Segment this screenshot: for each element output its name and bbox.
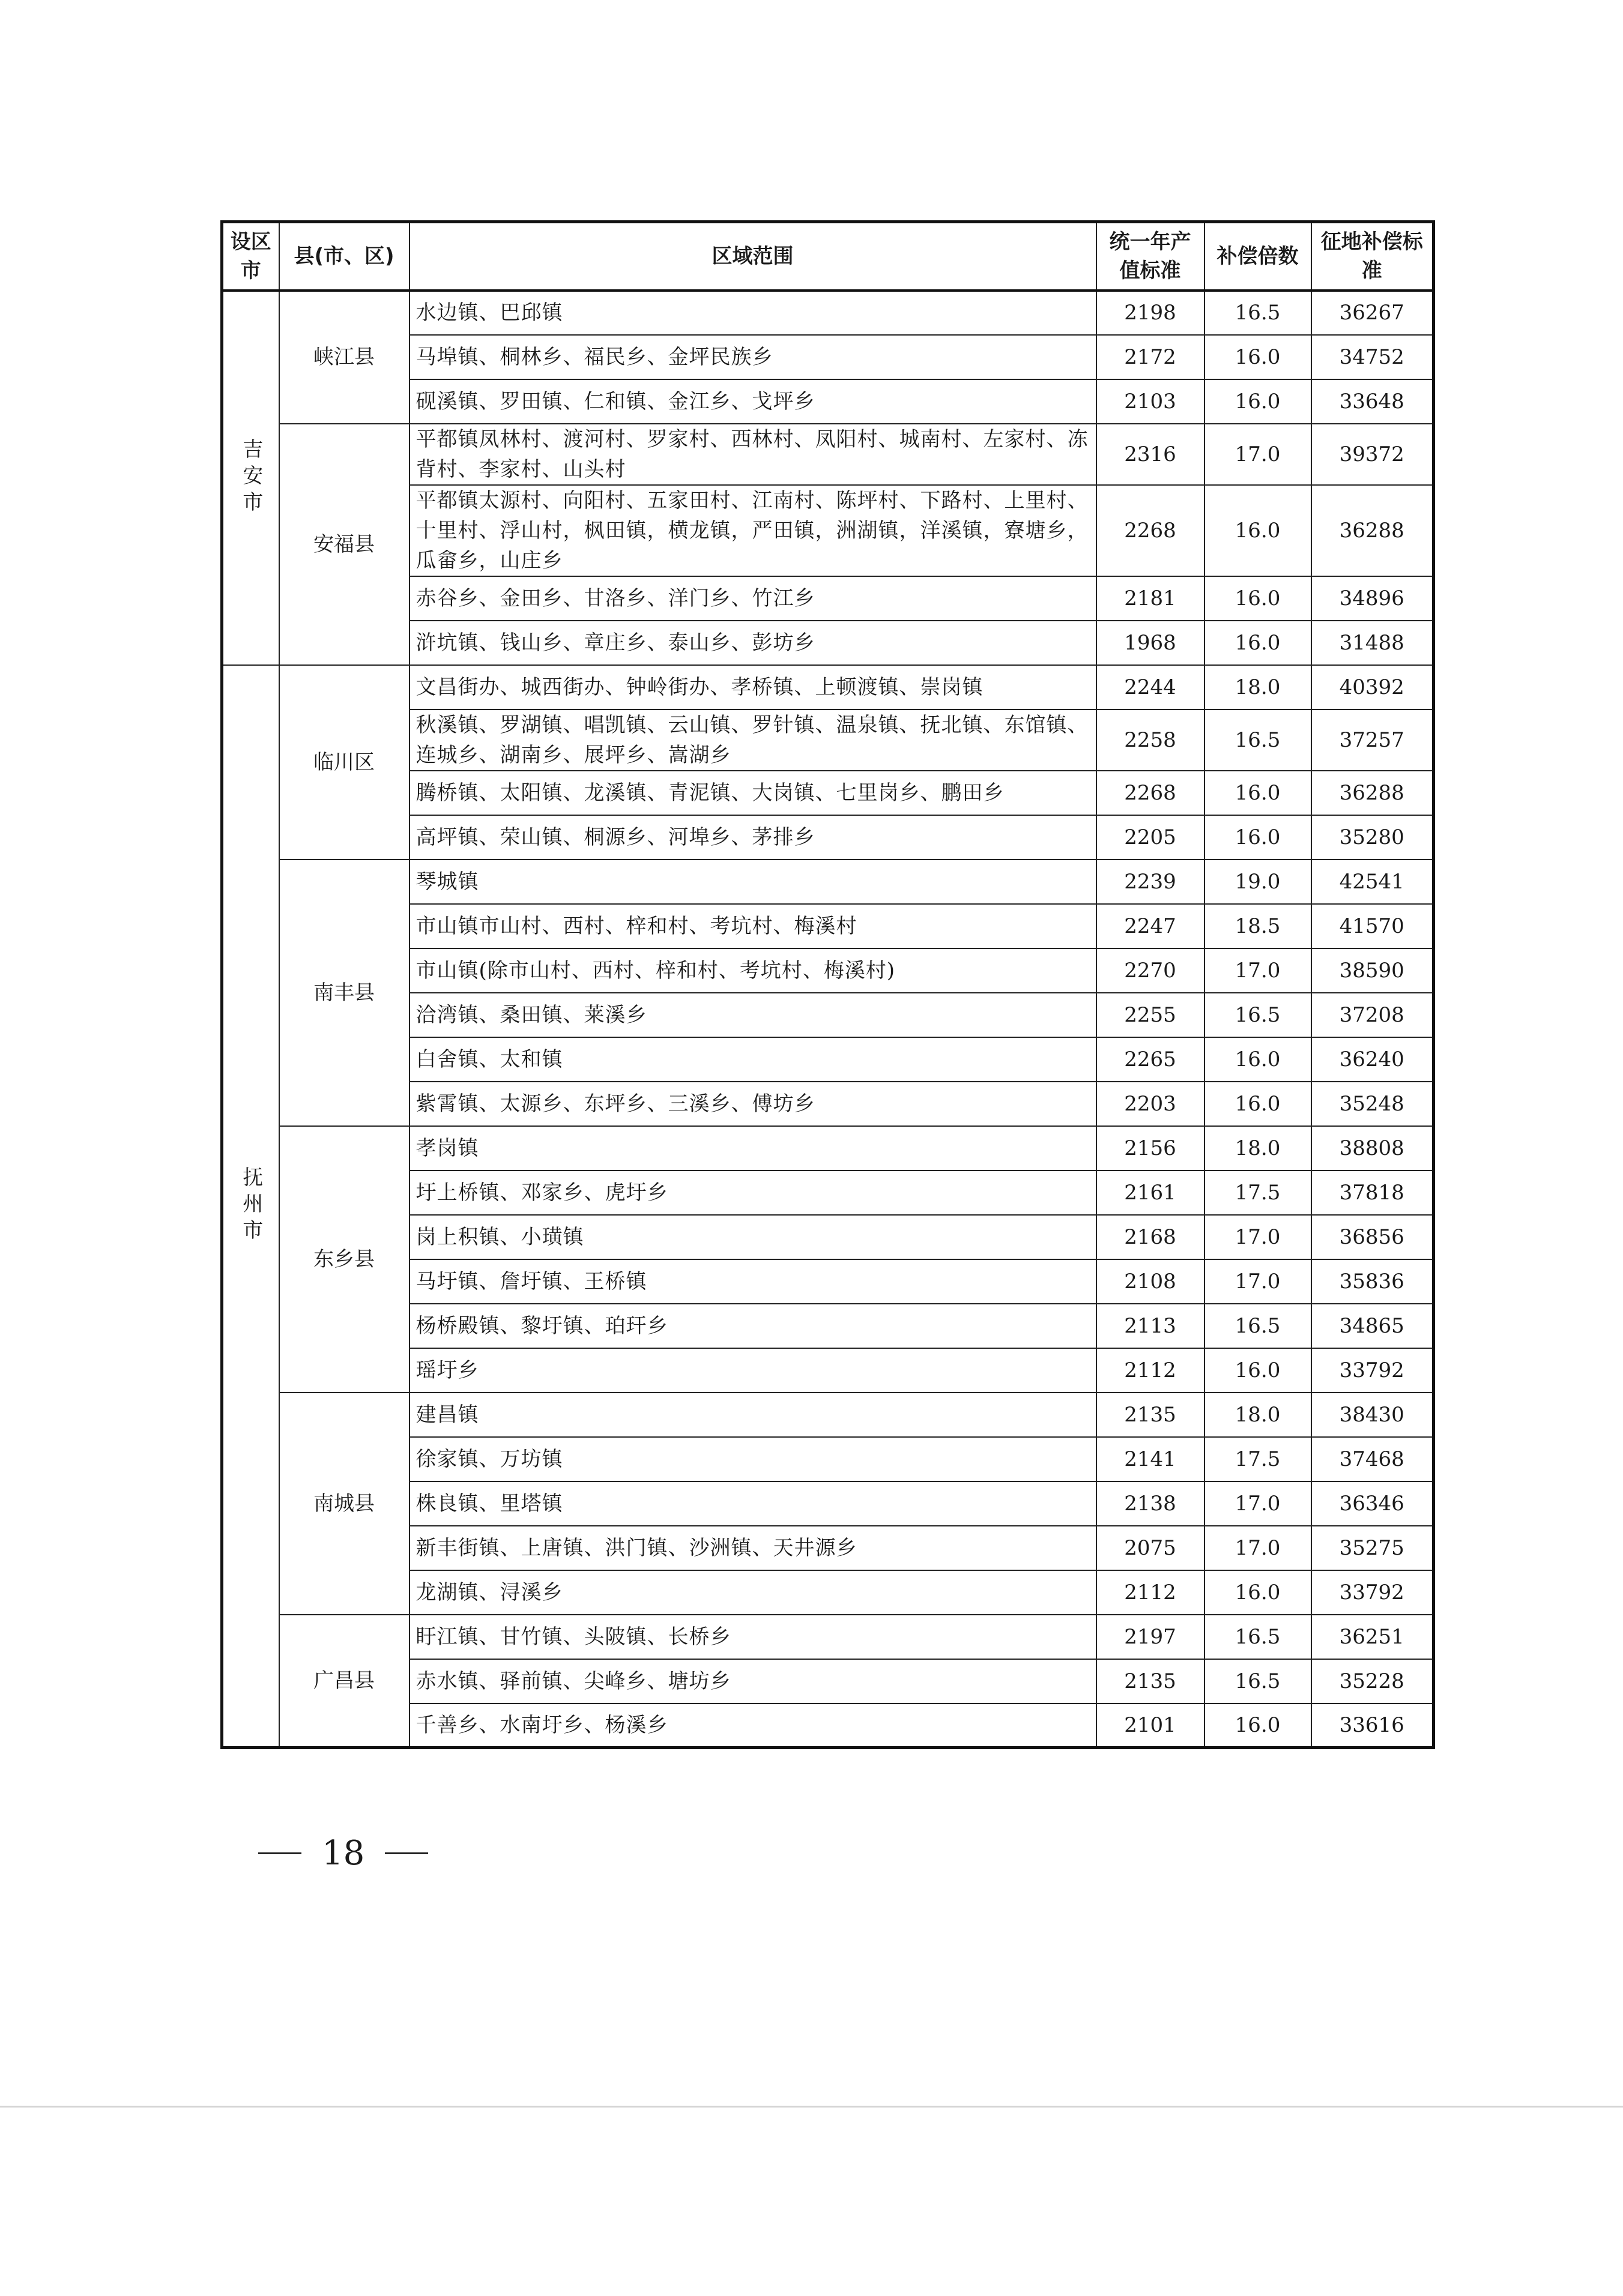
multiple-cell: 16.0 — [1204, 335, 1311, 379]
standard-cell: 34865 — [1311, 1304, 1434, 1348]
county-cell: 南城县 — [279, 1393, 410, 1615]
area-cell: 圩上桥镇、邓家乡、虎圩乡 — [410, 1171, 1096, 1215]
value-cell: 2168 — [1096, 1215, 1204, 1259]
value-cell: 2203 — [1096, 1082, 1204, 1126]
table-header-row — [222, 222, 1434, 291]
value-cell: 2108 — [1096, 1259, 1204, 1304]
area-cell: 杨桥殿镇、黎圩镇、珀玕乡 — [410, 1304, 1096, 1348]
value-cell: 2244 — [1096, 665, 1204, 710]
value-cell: 2205 — [1096, 815, 1204, 860]
standard-cell: 33648 — [1311, 379, 1434, 424]
area-cell: 市山镇市山村、西村、梓和村、考坑村、梅溪村 — [410, 904, 1096, 948]
area-cell: 赤谷乡、金田乡、甘洛乡、洋门乡、竹江乡 — [410, 576, 1096, 621]
area-cell: 紫霄镇、太源乡、东坪乡、三溪乡、傅坊乡 — [410, 1082, 1096, 1126]
value-cell: 2197 — [1096, 1615, 1204, 1659]
value-cell: 2101 — [1096, 1704, 1204, 1748]
standard-cell: 36251 — [1311, 1615, 1434, 1659]
multiple-cell: 19.0 — [1204, 860, 1311, 904]
table-row — [222, 665, 1434, 710]
value-cell: 2113 — [1096, 1304, 1204, 1348]
county-cell: 广昌县 — [279, 1615, 410, 1748]
multiple-cell: 16.0 — [1204, 621, 1311, 665]
area-cell: 高坪镇、荣山镇、桐源乡、河埠乡、茅排乡 — [410, 815, 1096, 860]
value-cell: 2255 — [1096, 993, 1204, 1037]
area-cell: 水边镇、巴邱镇 — [410, 291, 1096, 335]
area-cell: 平都镇太源村、向阳村、五家田村、江南村、陈坪村、下路村、上里村、十里村、浮山村，枫田镇，横龙镇，严田镇，洲湖镇，洋溪镇，寮塘乡，瓜畲乡，山庄乡 — [410, 485, 1096, 576]
compensation-table — [220, 220, 1435, 1749]
multiple-cell: 16.0 — [1204, 771, 1311, 815]
area-cell: 株良镇、里塔镇 — [410, 1481, 1096, 1526]
area-cell: 文昌街办、城西街办、钟岭街办、孝桥镇、上顿渡镇、崇岗镇 — [410, 665, 1096, 710]
table-row — [222, 424, 1434, 485]
scan-edge-line — [0, 2106, 1623, 2108]
area-cell: 徐家镇、万坊镇 — [410, 1437, 1096, 1481]
area-cell: 白舍镇、太和镇 — [410, 1037, 1096, 1082]
standard-cell: 34896 — [1311, 576, 1434, 621]
multiple-cell: 18.0 — [1204, 665, 1311, 710]
area-cell: 砚溪镇、罗田镇、仁和镇、金江乡、戈坪乡 — [410, 379, 1096, 424]
table-row — [222, 1393, 1434, 1437]
standard-cell: 36856 — [1311, 1215, 1434, 1259]
header-county: 县(市、区) — [279, 222, 410, 291]
value-cell: 2316 — [1096, 424, 1204, 485]
multiple-cell: 16.0 — [1204, 1570, 1311, 1615]
multiple-cell: 16.0 — [1204, 485, 1311, 576]
value-cell: 2141 — [1096, 1437, 1204, 1481]
multiple-cell: 18.0 — [1204, 1126, 1311, 1171]
multiple-cell: 16.5 — [1204, 1615, 1311, 1659]
standard-cell: 35275 — [1311, 1526, 1434, 1570]
area-cell: 秋溪镇、罗湖镇、唱凯镇、云山镇、罗针镇、温泉镇、抚北镇、东馆镇、连城乡、湖南乡、展坪乡、嵩湖乡 — [410, 710, 1096, 771]
standard-cell: 39372 — [1311, 424, 1434, 485]
county-cell: 南丰县 — [279, 860, 410, 1126]
area-cell: 腾桥镇、太阳镇、龙溪镇、青泥镇、大岗镇、七里岗乡、鹏田乡 — [410, 771, 1096, 815]
value-cell: 2265 — [1096, 1037, 1204, 1082]
page-number-text: 18 — [322, 1834, 365, 1873]
area-cell: 建昌镇 — [410, 1393, 1096, 1437]
multiple-cell: 16.0 — [1204, 1082, 1311, 1126]
value-cell: 2270 — [1096, 948, 1204, 993]
county-cell: 峡江县 — [279, 291, 410, 424]
standard-cell: 33616 — [1311, 1704, 1434, 1748]
area-cell: 平都镇凤林村、渡河村、罗家村、西林村、凤阳村、城南村、左家村、冻背村、李家村、山头村 — [410, 424, 1096, 485]
value-cell: 2112 — [1096, 1348, 1204, 1393]
standard-cell: 41570 — [1311, 904, 1434, 948]
area-cell: 琴城镇 — [410, 860, 1096, 904]
multiple-cell: 17.0 — [1204, 1481, 1311, 1526]
county-cell: 临川区 — [279, 665, 410, 860]
header-standard: 征地补偿标准 — [1311, 222, 1434, 291]
standard-cell: 38430 — [1311, 1393, 1434, 1437]
value-cell: 2172 — [1096, 335, 1204, 379]
multiple-cell: 18.5 — [1204, 904, 1311, 948]
standard-cell: 36267 — [1311, 291, 1434, 335]
value-cell: 2239 — [1096, 860, 1204, 904]
area-cell: 千善乡、水南圩乡、杨溪乡 — [410, 1704, 1096, 1748]
value-cell: 2198 — [1096, 291, 1204, 335]
value-cell: 2103 — [1096, 379, 1204, 424]
county-cell: 安福县 — [279, 424, 410, 665]
value-cell: 1968 — [1096, 621, 1204, 665]
value-cell: 2268 — [1096, 771, 1204, 815]
standard-cell: 37818 — [1311, 1171, 1434, 1215]
standard-cell: 38590 — [1311, 948, 1434, 993]
city-cell: 抚州市 — [222, 665, 279, 1748]
table-row — [222, 291, 1434, 335]
area-cell: 瑶圩乡 — [410, 1348, 1096, 1393]
area-cell: 岗上积镇、小璜镇 — [410, 1215, 1096, 1259]
area-cell: 赤水镇、驿前镇、尖峰乡、塘坊乡 — [410, 1659, 1096, 1704]
table-row — [222, 1615, 1434, 1659]
table-row — [222, 860, 1434, 904]
area-cell: 新丰街镇、上唐镇、洪门镇、沙洲镇、天井源乡 — [410, 1526, 1096, 1570]
multiple-cell: 16.5 — [1204, 291, 1311, 335]
value-cell: 2075 — [1096, 1526, 1204, 1570]
multiple-cell: 16.5 — [1204, 993, 1311, 1037]
standard-cell: 33792 — [1311, 1348, 1434, 1393]
standard-cell: 36346 — [1311, 1481, 1434, 1526]
standard-cell: 36288 — [1311, 485, 1434, 576]
area-cell: 市山镇(除市山村、西村、梓和村、考坑村、梅溪村) — [410, 948, 1096, 993]
value-cell: 2135 — [1096, 1393, 1204, 1437]
header-value: 统一年产值标准 — [1096, 222, 1204, 291]
standard-cell: 37208 — [1311, 993, 1434, 1037]
multiple-cell: 16.0 — [1204, 1348, 1311, 1393]
standard-cell: 40392 — [1311, 665, 1434, 710]
standard-cell: 36240 — [1311, 1037, 1434, 1082]
area-cell: 浒坑镇、钱山乡、章庄乡、泰山乡、彭坊乡 — [410, 621, 1096, 665]
multiple-cell: 16.5 — [1204, 1659, 1311, 1704]
table-row — [222, 1126, 1434, 1171]
dash-left — [258, 1852, 301, 1854]
value-cell: 2156 — [1096, 1126, 1204, 1171]
standard-cell: 33792 — [1311, 1570, 1434, 1615]
multiple-cell: 16.0 — [1204, 815, 1311, 860]
multiple-cell: 17.0 — [1204, 424, 1311, 485]
multiple-cell: 16.0 — [1204, 1037, 1311, 1082]
standard-cell: 34752 — [1311, 335, 1434, 379]
county-cell: 东乡县 — [279, 1126, 410, 1393]
standard-cell: 37257 — [1311, 710, 1434, 771]
standard-cell: 37468 — [1311, 1437, 1434, 1481]
standard-cell: 35836 — [1311, 1259, 1434, 1304]
multiple-cell: 17.0 — [1204, 1215, 1311, 1259]
multiple-cell: 17.0 — [1204, 948, 1311, 993]
area-cell: 孝岗镇 — [410, 1126, 1096, 1171]
dash-right — [385, 1852, 428, 1854]
value-cell: 2112 — [1096, 1570, 1204, 1615]
area-cell: 马圩镇、詹圩镇、王桥镇 — [410, 1259, 1096, 1304]
multiple-cell: 17.5 — [1204, 1171, 1311, 1215]
multiple-cell: 17.0 — [1204, 1526, 1311, 1570]
multiple-cell: 16.5 — [1204, 710, 1311, 771]
value-cell: 2181 — [1096, 576, 1204, 621]
value-cell: 2138 — [1096, 1481, 1204, 1526]
value-cell: 2161 — [1096, 1171, 1204, 1215]
area-cell: 洽湾镇、桑田镇、莱溪乡 — [410, 993, 1096, 1037]
standard-cell: 35248 — [1311, 1082, 1434, 1126]
city-cell: 吉安市 — [222, 291, 279, 665]
value-cell: 2135 — [1096, 1659, 1204, 1704]
multiple-cell: 17.5 — [1204, 1437, 1311, 1481]
multiple-cell: 17.0 — [1204, 1259, 1311, 1304]
header-multiple: 补偿倍数 — [1204, 222, 1311, 291]
standard-cell: 36288 — [1311, 771, 1434, 815]
standard-cell: 42541 — [1311, 860, 1434, 904]
area-cell: 龙湖镇、浔溪乡 — [410, 1570, 1096, 1615]
header-area: 区域范围 — [410, 222, 1096, 291]
multiple-cell: 16.0 — [1204, 576, 1311, 621]
multiple-cell: 16.0 — [1204, 1704, 1311, 1748]
area-cell: 马埠镇、桐林乡、福民乡、金坪民族乡 — [410, 335, 1096, 379]
value-cell: 2258 — [1096, 710, 1204, 771]
standard-cell: 38808 — [1311, 1126, 1434, 1171]
area-cell: 盱江镇、甘竹镇、头陂镇、长桥乡 — [410, 1615, 1096, 1659]
standard-cell: 35280 — [1311, 815, 1434, 860]
multiple-cell: 16.0 — [1204, 379, 1311, 424]
multiple-cell: 16.5 — [1204, 1304, 1311, 1348]
standard-cell: 35228 — [1311, 1659, 1434, 1704]
header-city: 设区市 — [222, 222, 279, 291]
multiple-cell: 18.0 — [1204, 1393, 1311, 1437]
page-number — [258, 1834, 428, 1873]
value-cell: 2247 — [1096, 904, 1204, 948]
value-cell: 2268 — [1096, 485, 1204, 576]
standard-cell: 31488 — [1311, 621, 1434, 665]
